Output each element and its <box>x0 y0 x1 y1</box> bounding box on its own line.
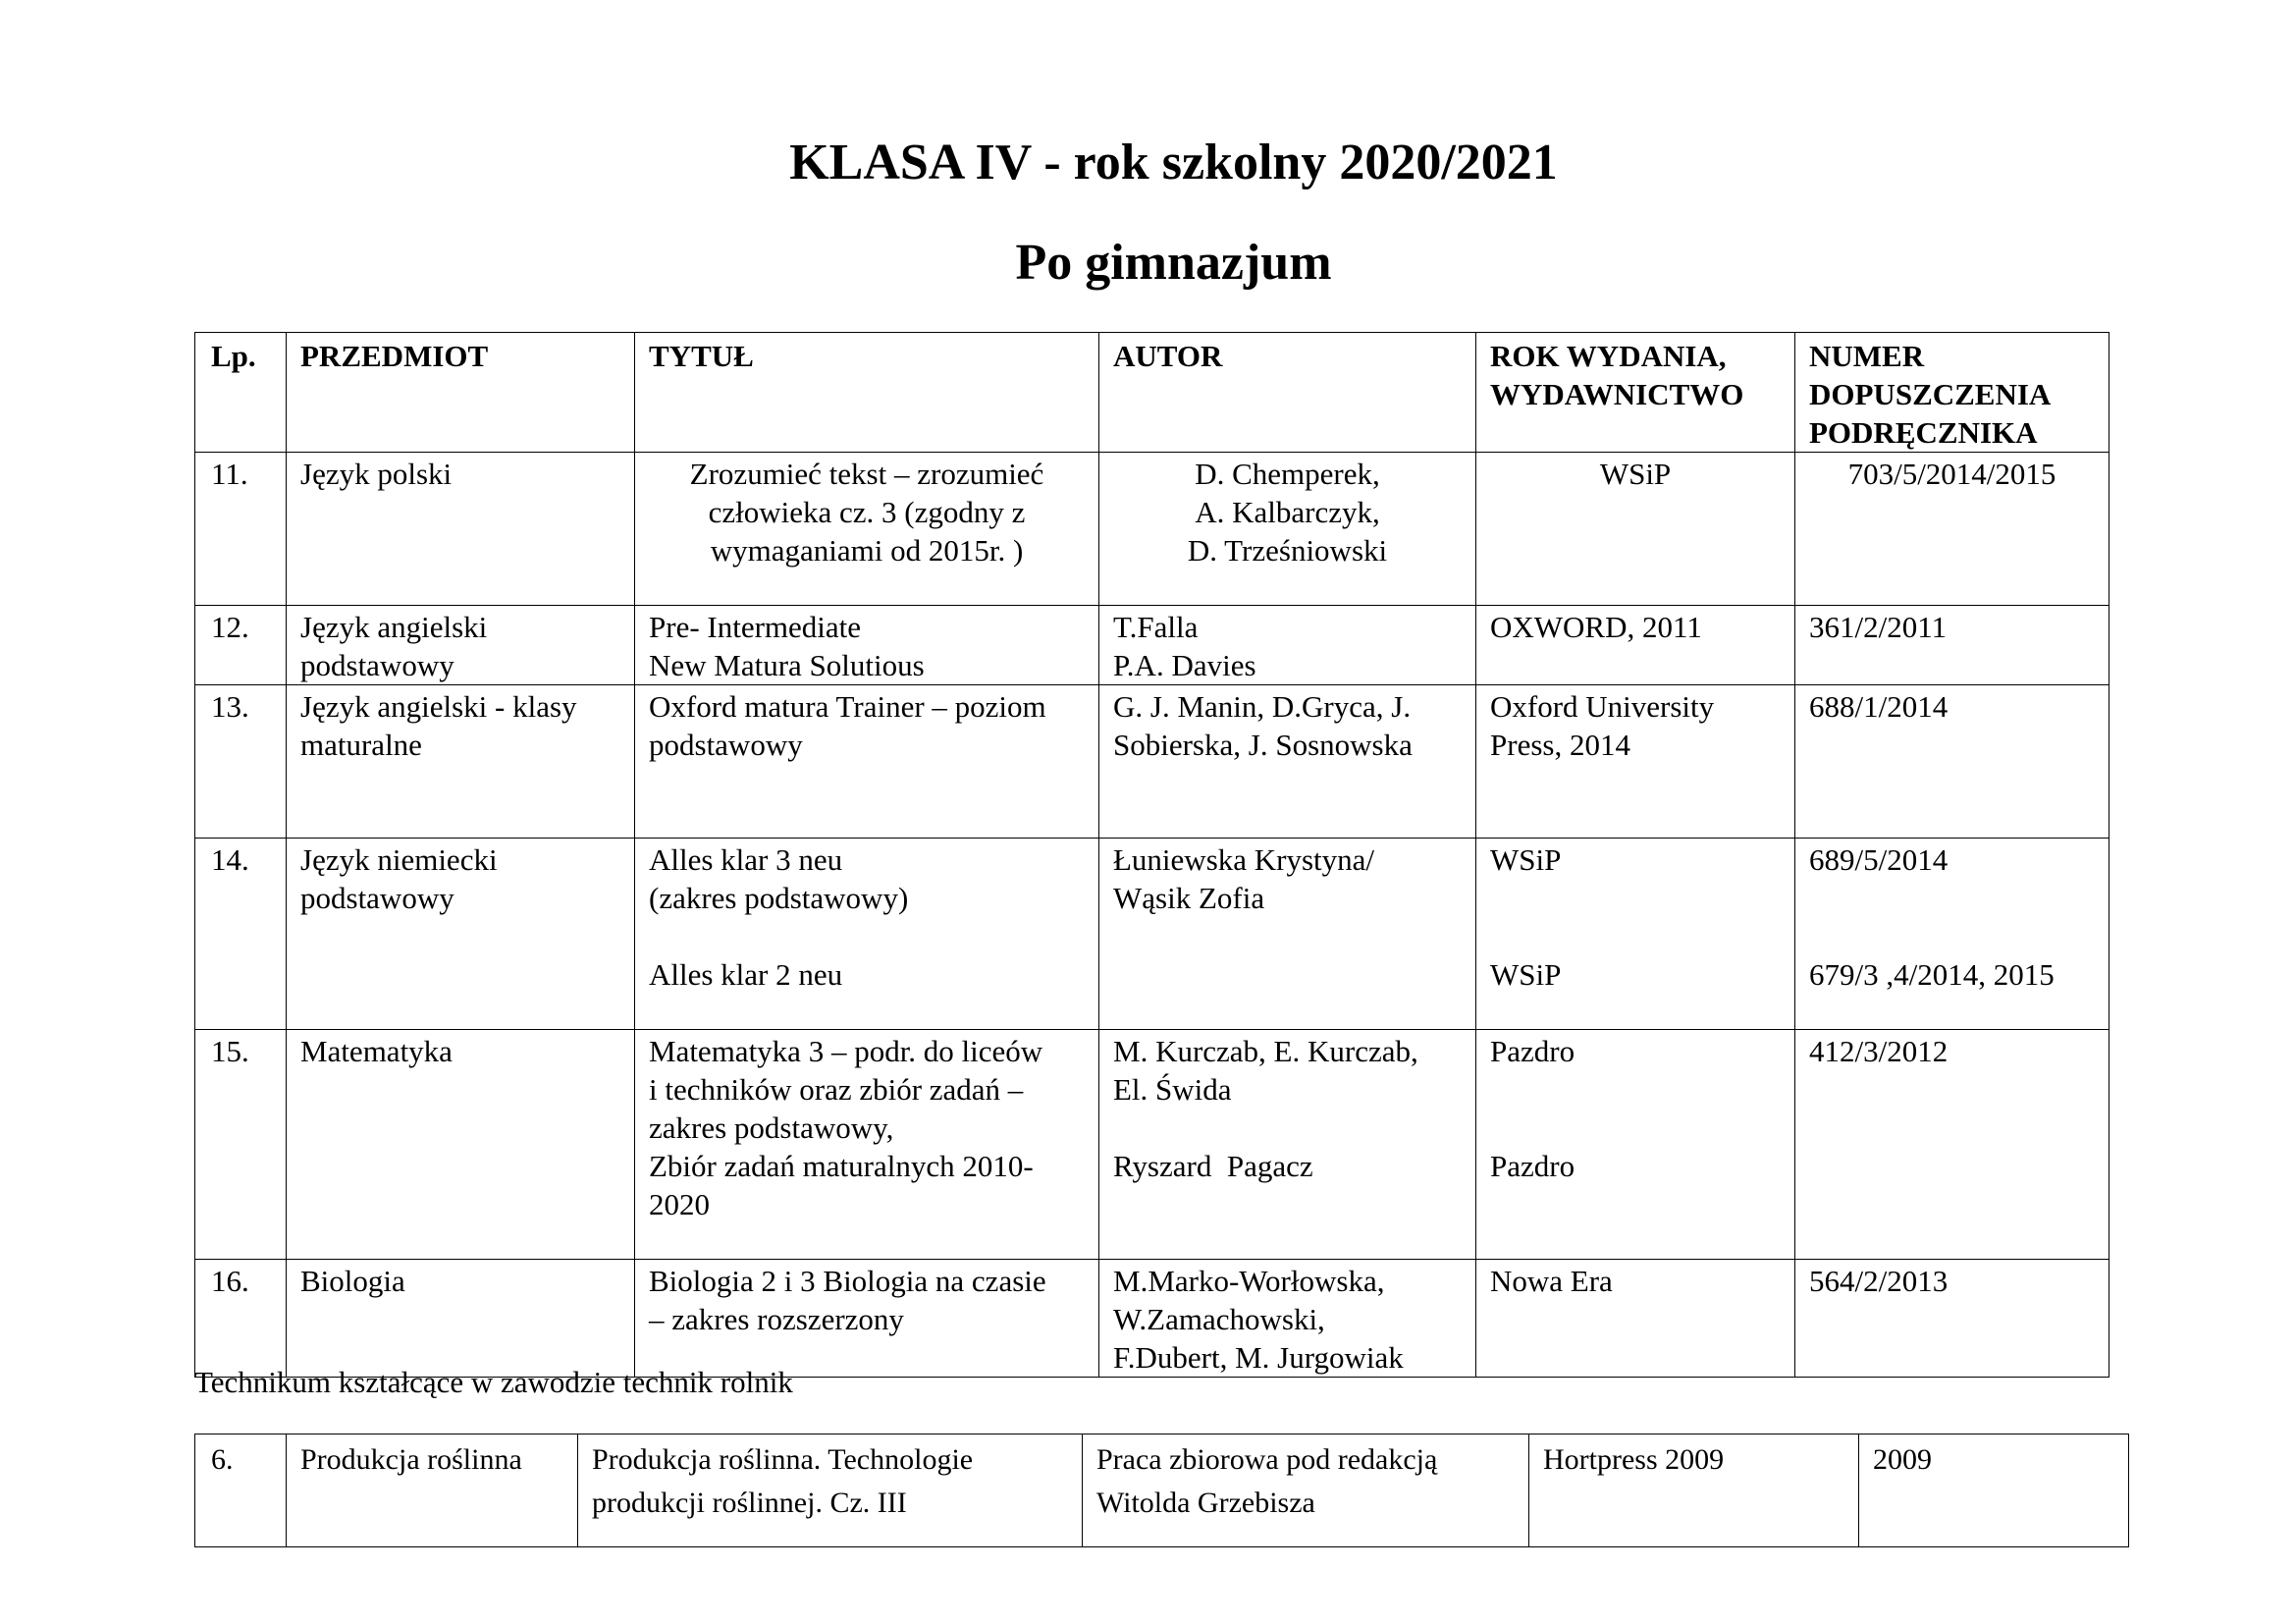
cell-line: M.Marko-Worłowska, <box>1113 1264 1385 1298</box>
cell-publisher <box>1476 685 1795 839</box>
cell-subject <box>287 453 635 606</box>
cell-line: Matematyka 3 – podr. do liceów <box>649 1034 1043 1068</box>
cell-line: maturalne <box>300 728 422 762</box>
cell-line: podstawowy <box>300 648 454 682</box>
header-number-line: DOPUSZCZENIA <box>1809 377 2052 411</box>
cell-line: Język niemiecki <box>300 842 498 877</box>
cell-author <box>1099 453 1476 606</box>
cell-subject <box>287 1435 578 1547</box>
cell-lp: 6. <box>195 1435 287 1547</box>
cell-number <box>1795 1260 2109 1378</box>
cell-line: i techników oraz zbiór zadań – <box>649 1072 1024 1107</box>
header-number <box>1795 333 2109 453</box>
header-publisher-line: WYDAWNICTWO <box>1490 377 1744 411</box>
cell-line: 679/3 ,4/2014, 2015 <box>1809 957 2055 992</box>
cell-publisher <box>1529 1435 1859 1547</box>
cell-line: T.Falla <box>1113 610 1199 644</box>
cell-line: podstawowy <box>300 881 454 915</box>
table-row <box>195 1030 2109 1260</box>
cell-line: A. Kalbarczyk, <box>1195 495 1380 529</box>
cell-title <box>635 453 1099 606</box>
header-lp: Lp. <box>195 333 287 453</box>
table-row <box>195 839 2109 1030</box>
cell-title <box>578 1435 1083 1547</box>
cell-line: OXWORD, 2011 <box>1490 610 1702 644</box>
cell-publisher <box>1476 606 1795 685</box>
cell-line: Język polski <box>300 457 453 491</box>
cell-number <box>1795 453 2109 606</box>
cell-line: 564/2/2013 <box>1809 1264 1949 1298</box>
cell-lp: 13. <box>195 685 287 839</box>
cell-line: Oxford University <box>1490 689 1715 724</box>
cell-line: WSiP <box>1599 457 1672 491</box>
line-gap <box>1490 1109 1794 1147</box>
table-header-row <box>195 333 2109 453</box>
cell-line: Nowa Era <box>1490 1264 1613 1298</box>
header-number-line: PODRĘCZNIKA <box>1809 415 2038 450</box>
cell-line: Język angielski - klasy <box>300 689 577 724</box>
cell-line: zakres podstawowy, <box>649 1110 894 1145</box>
line-gap <box>1809 879 2109 917</box>
cell-number <box>1795 1030 2109 1260</box>
header-publisher <box>1476 333 1795 453</box>
line-gap <box>649 917 1098 955</box>
cell-line: Alles klar 2 neu <box>649 957 843 992</box>
cell-line: F.Dubert, M. Jurgowiak <box>1113 1340 1404 1375</box>
cell-author <box>1099 839 1476 1030</box>
cell-line: wymaganiami od 2015r. ) <box>710 533 1024 568</box>
cell-line: 412/3/2012 <box>1809 1034 1949 1068</box>
cell-subject <box>287 1260 635 1378</box>
cell-line: Hortpress 2009 <box>1543 1443 1725 1476</box>
cell-author <box>1099 606 1476 685</box>
cell-line: człowieka cz. 3 (zgodny z <box>708 495 1026 529</box>
cell-line: Zbiór zadań maturalnych 2010- <box>649 1149 1034 1183</box>
cell-line: Press, 2014 <box>1490 728 1630 762</box>
cell-line: Witolda Grzebisza <box>1096 1487 1315 1519</box>
cell-line: Pazdro <box>1490 1149 1575 1183</box>
cell-line: 361/2/2011 <box>1809 610 1948 644</box>
cell-title <box>635 685 1099 839</box>
page-title: KLASA IV - rok szkolny 2020/2021 <box>789 135 1558 190</box>
cell-line: Zrozumieć tekst – zrozumieć <box>689 457 1044 491</box>
cell-line: D. Chemperek, <box>1195 457 1380 491</box>
cell-line: Oxford matura Trainer – poziom <box>649 689 1046 724</box>
table-row <box>195 1260 2109 1378</box>
header-publisher-line: ROK WYDANIA, <box>1490 339 1727 373</box>
cell-number <box>1795 606 2109 685</box>
cell-lp: 15. <box>195 1030 287 1260</box>
cell-lp: 12. <box>195 606 287 685</box>
cell-line: Ryszard Pagacz <box>1113 1149 1313 1183</box>
cell-line: Język angielski <box>300 610 488 644</box>
cell-line: Wąsik Zofia <box>1113 881 1265 915</box>
cell-title <box>635 1260 1099 1378</box>
cell-line: G. J. Manin, D.Gryca, J. <box>1113 689 1412 724</box>
cell-line: Łuniewska Krystyna/ <box>1113 842 1375 877</box>
cell-line: M. Kurczab, E. Kurczab, <box>1113 1034 1418 1068</box>
cell-line: El. Świda <box>1113 1072 1232 1107</box>
line-gap <box>1113 1109 1475 1147</box>
section-label: Technikum kształcące w zawodzie technik rolnik <box>194 1365 793 1399</box>
cell-subject <box>287 606 635 685</box>
cell-subject <box>287 685 635 839</box>
cell-number <box>1859 1435 2129 1547</box>
header-subject: PRZEDMIOT <box>287 333 635 453</box>
table-row <box>195 1435 2129 1547</box>
cell-author <box>1099 1030 1476 1260</box>
cell-publisher <box>1476 1030 1795 1260</box>
page-subtitle: Po gimnazjum <box>1015 235 1332 291</box>
cell-line: P.A. Davies <box>1113 648 1256 682</box>
cell-line: 2020 <box>649 1187 710 1221</box>
cell-lp: 11. <box>195 453 287 606</box>
cell-title <box>635 1030 1099 1260</box>
cell-subject <box>287 839 635 1030</box>
cell-line: W.Zamachowski, <box>1113 1302 1325 1336</box>
cell-line: produkcji roślinnej. Cz. III <box>592 1487 907 1519</box>
cell-lp: 14. <box>195 839 287 1030</box>
cell-line: Pazdro <box>1490 1034 1575 1068</box>
table-row <box>195 606 2109 685</box>
line-gap <box>1490 917 1794 955</box>
cell-title <box>635 839 1099 1030</box>
cell-line: Produkcja roślinna. Technologie <box>592 1443 974 1476</box>
cell-line: Produkcja roślinna <box>300 1443 522 1476</box>
line-gap <box>1809 917 2109 955</box>
cell-line: – zakres rozszerzony <box>649 1302 904 1336</box>
cell-number <box>1795 839 2109 1030</box>
textbook-table <box>194 332 2109 1378</box>
cell-line: Matematyka <box>300 1034 453 1068</box>
line-gap <box>1490 1070 1794 1109</box>
cell-line: 2009 <box>1873 1443 1932 1476</box>
cell-number <box>1795 685 2109 839</box>
table-row <box>195 453 2109 606</box>
cell-author <box>1099 685 1476 839</box>
cell-line: Biologia <box>300 1264 405 1298</box>
cell-title <box>635 606 1099 685</box>
header-title: TYTUŁ <box>635 333 1099 453</box>
cell-subject <box>287 1030 635 1260</box>
cell-line: podstawowy <box>649 728 803 762</box>
cell-publisher <box>1476 453 1795 606</box>
cell-author <box>1099 1260 1476 1378</box>
cell-publisher <box>1476 839 1795 1030</box>
cell-publisher <box>1476 1260 1795 1378</box>
cell-line: Biologia 2 i 3 Biologia na czasie <box>649 1264 1046 1298</box>
cell-author <box>1083 1435 1529 1547</box>
cell-line: WSiP <box>1490 957 1562 992</box>
technical-school-table <box>194 1434 2129 1547</box>
cell-line: (zakres podstawowy) <box>649 881 909 915</box>
cell-line: Sobierska, J. Sosnowska <box>1113 728 1413 762</box>
cell-line: 689/5/2014 <box>1809 842 1949 877</box>
cell-line: Pre- Intermediate <box>649 610 862 644</box>
header-number-line: NUMER <box>1809 339 1925 373</box>
cell-line: 703/5/2014/2015 <box>1847 457 2056 491</box>
table-row <box>195 685 2109 839</box>
cell-line: D. Trześniowski <box>1187 533 1388 568</box>
cell-line: 688/1/2014 <box>1809 689 1949 724</box>
header-author: AUTOR <box>1099 333 1476 453</box>
cell-line: Alles klar 3 neu <box>649 842 843 877</box>
cell-line: WSiP <box>1490 842 1562 877</box>
line-gap <box>1490 879 1794 917</box>
cell-line: New Matura Solutious <box>649 648 925 682</box>
cell-line: Praca zbiorowa pod redakcją <box>1096 1443 1438 1476</box>
cell-lp: 16. <box>195 1260 287 1378</box>
